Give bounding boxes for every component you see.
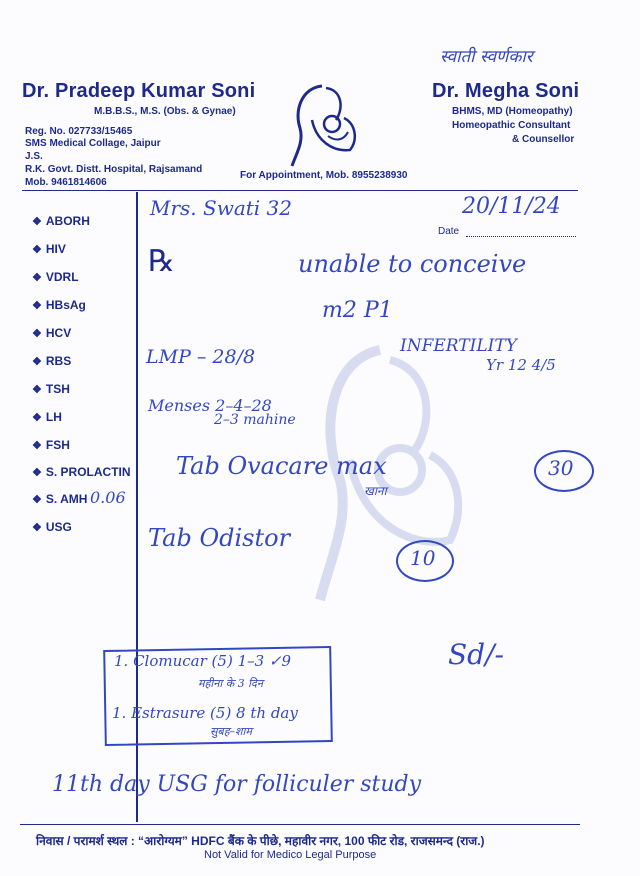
medicine-2-qty: 10	[410, 546, 436, 570]
test-item: ❖ HIV	[32, 242, 66, 256]
appointment-line: For Appointment, Mob. 8955238930	[240, 170, 408, 181]
test-item: ❖ ABORH	[32, 214, 90, 228]
medicine-4-note: सुबह–शाम	[210, 725, 252, 738]
test-item: ❖ VDRL	[32, 270, 79, 284]
test-item: ❖ FSH	[32, 438, 70, 452]
left-doctor-post: J.S.	[25, 151, 43, 162]
medicine-1-qty: 30	[548, 456, 574, 480]
lmp-line: LMP – 28/8	[146, 346, 256, 368]
amh-value: 0.06	[90, 488, 126, 507]
medicine-3-note: महीना के 3 दिन	[198, 677, 263, 690]
test-item: ❖ S. PROLACTIN	[32, 465, 131, 479]
infertility-line: INFERTILITY	[400, 336, 517, 356]
test-item: ❖ TSH	[32, 382, 70, 396]
medicine-4: 1. Estrasure (5) 8 th day	[112, 704, 298, 722]
menses-line: Menses 2–4–28	[148, 396, 272, 415]
complaint-line: unable to conceive	[298, 250, 527, 278]
test-item: ❖ LH	[32, 410, 62, 424]
footer-divider	[20, 824, 580, 825]
doctor-signature: Sd/-	[448, 638, 504, 671]
mother-child-logo	[282, 80, 366, 170]
left-doctor-hospital: R.K. Govt. Distt. Hospital, Rajsamand	[25, 164, 203, 175]
right-doctor-name: Dr. Megha Soni	[432, 80, 580, 102]
test-item: ❖ S. AMH	[32, 492, 88, 506]
medicine-1: Tab Ovacare max	[176, 452, 387, 480]
left-doctor-name: Dr. Pradeep Kumar Soni	[22, 80, 256, 102]
date-handwritten: 20/11/24	[462, 194, 561, 219]
right-doctor-role2: & Counsellor	[512, 134, 575, 145]
medicine-3: 1. Clomucar (5) 1–3 ✓9	[114, 652, 292, 670]
medicine-1-note: खाना	[364, 484, 387, 498]
right-doctor-role1: Homeopathic Consultant	[452, 120, 571, 131]
footer-notice: Not Valid for Medico Legal Purpose	[204, 849, 377, 861]
rx-symbol: ℞	[148, 244, 175, 279]
footer-address: निवास / परामर्श स्थल : “आरोग्यम” HDFC बैंक के पीछे, महावीर नगर, 100 फीट रोड, राजसमन्द (राज.)	[36, 834, 485, 848]
top-patient-note: स्वाती स्वर्णकार	[440, 47, 533, 67]
left-doctor-college: SMS Medical Collage, Jaipur	[25, 138, 161, 149]
test-item: ❖ HBsAg	[32, 298, 86, 312]
test-item: ❖ RBS	[32, 354, 72, 368]
medicine-2: Tab Odistor	[148, 524, 291, 552]
right-doctor-degrees: BHMS, MD (Homeopathy)	[452, 106, 573, 117]
left-doctor-degrees: M.B.B.S., M.S. (Obs. & Gynae)	[94, 106, 236, 117]
left-doctor-reg: Reg. No. 027733/15465	[25, 126, 133, 137]
test-item: ❖ HCV	[32, 326, 72, 340]
infertility-years: Yr 12 4/5	[486, 356, 556, 374]
test-item: ❖ USG	[32, 520, 72, 534]
obstetric-history: m2 P1	[322, 298, 393, 323]
menses-line-2: 2–3 mahine	[214, 412, 296, 428]
patient-handwritten: Mrs. Swati 32	[150, 196, 293, 220]
usg-instruction: 11th day USG for folliculer study	[52, 772, 422, 797]
header-divider	[22, 190, 578, 191]
left-doctor-mobile: Mob. 9461814606	[25, 177, 107, 188]
date-dotted-line	[466, 236, 576, 237]
date-label: Date	[438, 226, 460, 237]
